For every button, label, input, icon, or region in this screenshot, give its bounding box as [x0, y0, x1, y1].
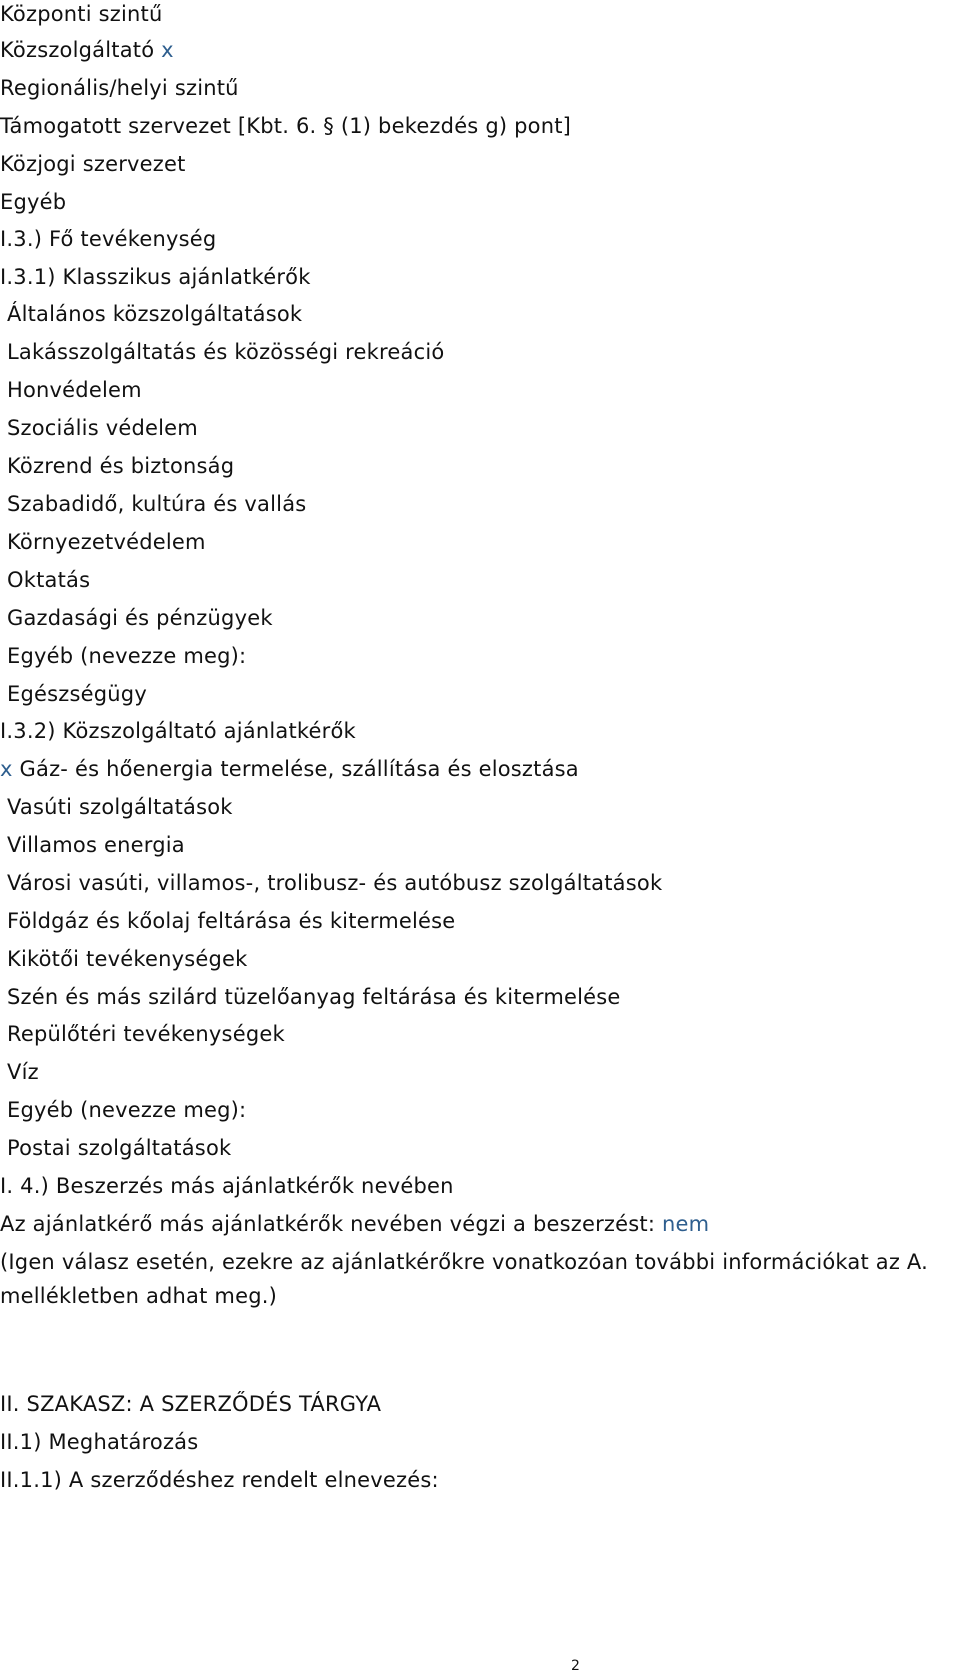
regional-level-option: Regionális/helyi szintű: [0, 76, 239, 100]
procurement-behalf-question: [0, 1210, 709, 1238]
public-law-org-option: Közjogi szervezet: [0, 152, 186, 176]
other-option: Egyéb: [0, 190, 67, 214]
public-utility-option: [0, 36, 174, 64]
procurement-behalf-note-line2: mellékletben adhat meg.): [0, 1284, 278, 1308]
utility-contracting-heading: I.3.2) Közszolgáltató ajánlatkérők: [0, 719, 356, 743]
utility-checked-label: Gáz- és hőenergia termelése, szállítása és elosztása: [19, 757, 579, 781]
utility-checked-mark: x: [0, 757, 13, 781]
central-level-option: Központi szintű: [0, 2, 163, 26]
definition-heading: II.1) Meghatározás: [0, 1430, 199, 1454]
utility-item: Szén és más szilárd tüzelőanyag feltárása és kitermelése: [7, 985, 621, 1009]
classic-item: Oktatás: [7, 568, 91, 592]
utility-item: Víz: [7, 1060, 39, 1084]
utility-item: Vasúti szolgáltatások: [7, 795, 233, 819]
procurement-behalf-note-line1: (Igen válasz esetén, ezekre az ajánlatkérőkre vonatkozóan további információkat az A.: [0, 1250, 929, 1274]
procurement-behalf-heading: I. 4.) Beszerzés más ajánlatkérők nevében: [0, 1174, 454, 1198]
supported-org-option: Támogatott szervezet [Kbt. 6. § (1) bekezdés g) pont]: [0, 114, 572, 138]
procurement-behalf-question-text: Az ajánlatkérő más ajánlatkérők nevében végzi a beszerzést:: [0, 1212, 656, 1236]
utility-item: Kikötői tevékenységek: [7, 947, 248, 971]
page-number: 2: [571, 1658, 580, 1674]
classic-item: Egyéb (nevezze meg):: [7, 644, 247, 668]
procurement-behalf-answer: nem: [662, 1212, 710, 1236]
classic-item: Honvédelem: [7, 378, 142, 402]
classic-item: Általános közszolgáltatások: [7, 302, 303, 326]
classic-item: Szabadidő, kultúra és vallás: [7, 492, 307, 516]
public-utility-label: Közszolgáltató: [0, 38, 155, 62]
classic-item: Egészségügy: [7, 682, 147, 706]
utility-item: Egyéb (nevezze meg):: [7, 1098, 247, 1122]
utility-item: Villamos energia: [7, 833, 185, 857]
section-two-heading: II. SZAKASZ: A SZERZŐDÉS TÁRGYA: [0, 1392, 382, 1416]
classic-item: Szociális védelem: [7, 416, 198, 440]
utility-checked-item: [0, 755, 579, 783]
utility-item: Postai szolgáltatások: [7, 1136, 232, 1160]
utility-item: Repülőtéri tevékenységek: [7, 1022, 285, 1046]
classic-contracting-heading: I.3.1) Klasszikus ajánlatkérők: [0, 265, 311, 289]
main-activity-heading: I.3.) Fő tevékenység: [0, 227, 217, 251]
contract-name-heading: II.1.1) A szerződéshez rendelt elnevezés:: [0, 1468, 439, 1492]
classic-item: Lakásszolgáltatás és közösségi rekreáció: [7, 340, 445, 364]
classic-item: Közrend és biztonság: [7, 454, 235, 478]
public-utility-mark: x: [161, 38, 174, 62]
classic-item: Környezetvédelem: [7, 530, 206, 554]
utility-item: Földgáz és kőolaj feltárása és kitermelése: [7, 909, 456, 933]
utility-item: Városi vasúti, villamos-, trolibusz- és autóbusz szolgáltatások: [7, 871, 663, 895]
classic-item: Gazdasági és pénzügyek: [7, 606, 273, 630]
